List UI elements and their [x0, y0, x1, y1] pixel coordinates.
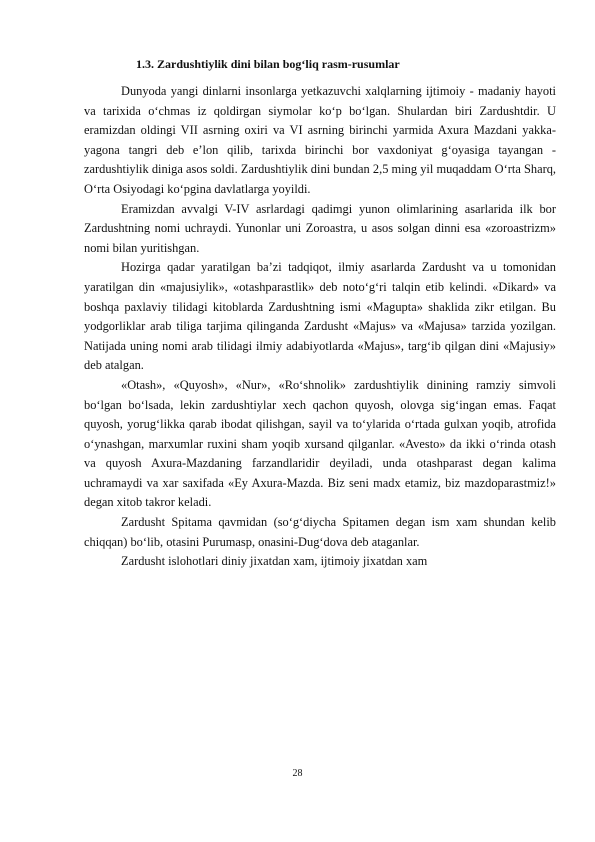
paragraph: Zardusht Spitama qavmidan (so‘g‘diycha Spitamen degan ism xam shundan kelib chiqqan) bo‘lib, otasini Purumasp, onasini-Dug‘dova deb ataganlar.: [84, 515, 556, 549]
paragraph: «Otash», «Quyosh», «Nur», «Ro‘shnolik» zardushtiylik dinining ramziy simvoli bo‘lgan bo‘lsada, lekin zardushtiylar xech qachon quyosh, olovga sig‘ingan emas. Faqat quyosh, yorug‘likka qarab ibodat qilishgan, sayil va to‘ylarida o‘rtada gulxan yoqib, atrofida o‘ynashgan, marxumlar ruxini sham yoqib xursand qilganlar. «Avesto» da ikki o‘rinda otash va quyosh Axura-Mazdaning farzandlaridir deyiladi, unda otashparast degan kalima uchramaydi va xar saxifada «Ey Axura-Mazda. Biz seni madx etamiz, biz mazdoparastmiz!» degan xitob takror keladi.: [84, 377, 556, 510]
section-title: 1.3. Zardushtiylik dini bilan bog‘liq rasm-rusumlar: [136, 57, 400, 71]
page-number: 28: [292, 768, 303, 779]
paragraph: Eramizdan avvalgi V-IV asrlardagi qadimgi yunon olimlarining asarlarida ilk bor Zardushtning nomi uchraydi. Yunonlar uni Zoroastra, u asos solgan dinni esa «zoroastrizm» nomi bilan yuritishgan.: [84, 201, 556, 255]
paragraph: Hozirga qadar yaratilgan ba’zi tadqiqot, ilmiy asarlarda Zardusht va u tomonidan yaratilgan din «majusiylik», «otashparastlik» deb noto‘g‘ri talqin etib kelindi. «Dikard» va boshqa paxlaviy tilidagi kitoblarda Zardushtning ismi «Magupta» shaklida zikr etilgan. Bu yodgorliklar arab tiliga tarjima qilinganda Zardusht «Majus» va «Majusa» tarzida yozilgan. Natijada uning nomi arab tilidagi ilmiy adabiyotlarda «Majus», targ‘ib qilgan dini «Majusiy» deb atalgan.: [84, 260, 556, 373]
paragraph: Dunyoda yangi dinlarni insonlarga yetkazuvchi xalqlarning ijtimoiy - madaniy hayoti va tarixida o‘chmas iz qoldirgan siymolar ko‘p bo‘lgan. Shulardan biri Zardushtdir. U eramizdan oldingi VII asrning oxiri va VI asrning birinchi yarmida Axura Mazdani yakka-yagona tangri deb e’lon qilib, tarixda birinchi bor vaxdoniyat g‘oyasiga tayangan - zardushtiylik diniga asos soldi. Zardushtiylik dini bundan 2,5 ming yil muqaddam O‘rta Sharq, O‘rta Osiyodagi ko‘pgina davlatlarga yoyildi.: [84, 84, 556, 196]
paragraph: Zardusht islohotlari diniy jixatdan xam, ijtimoiy jixatdan xam: [121, 554, 428, 569]
body-text: [84, 82, 556, 572]
